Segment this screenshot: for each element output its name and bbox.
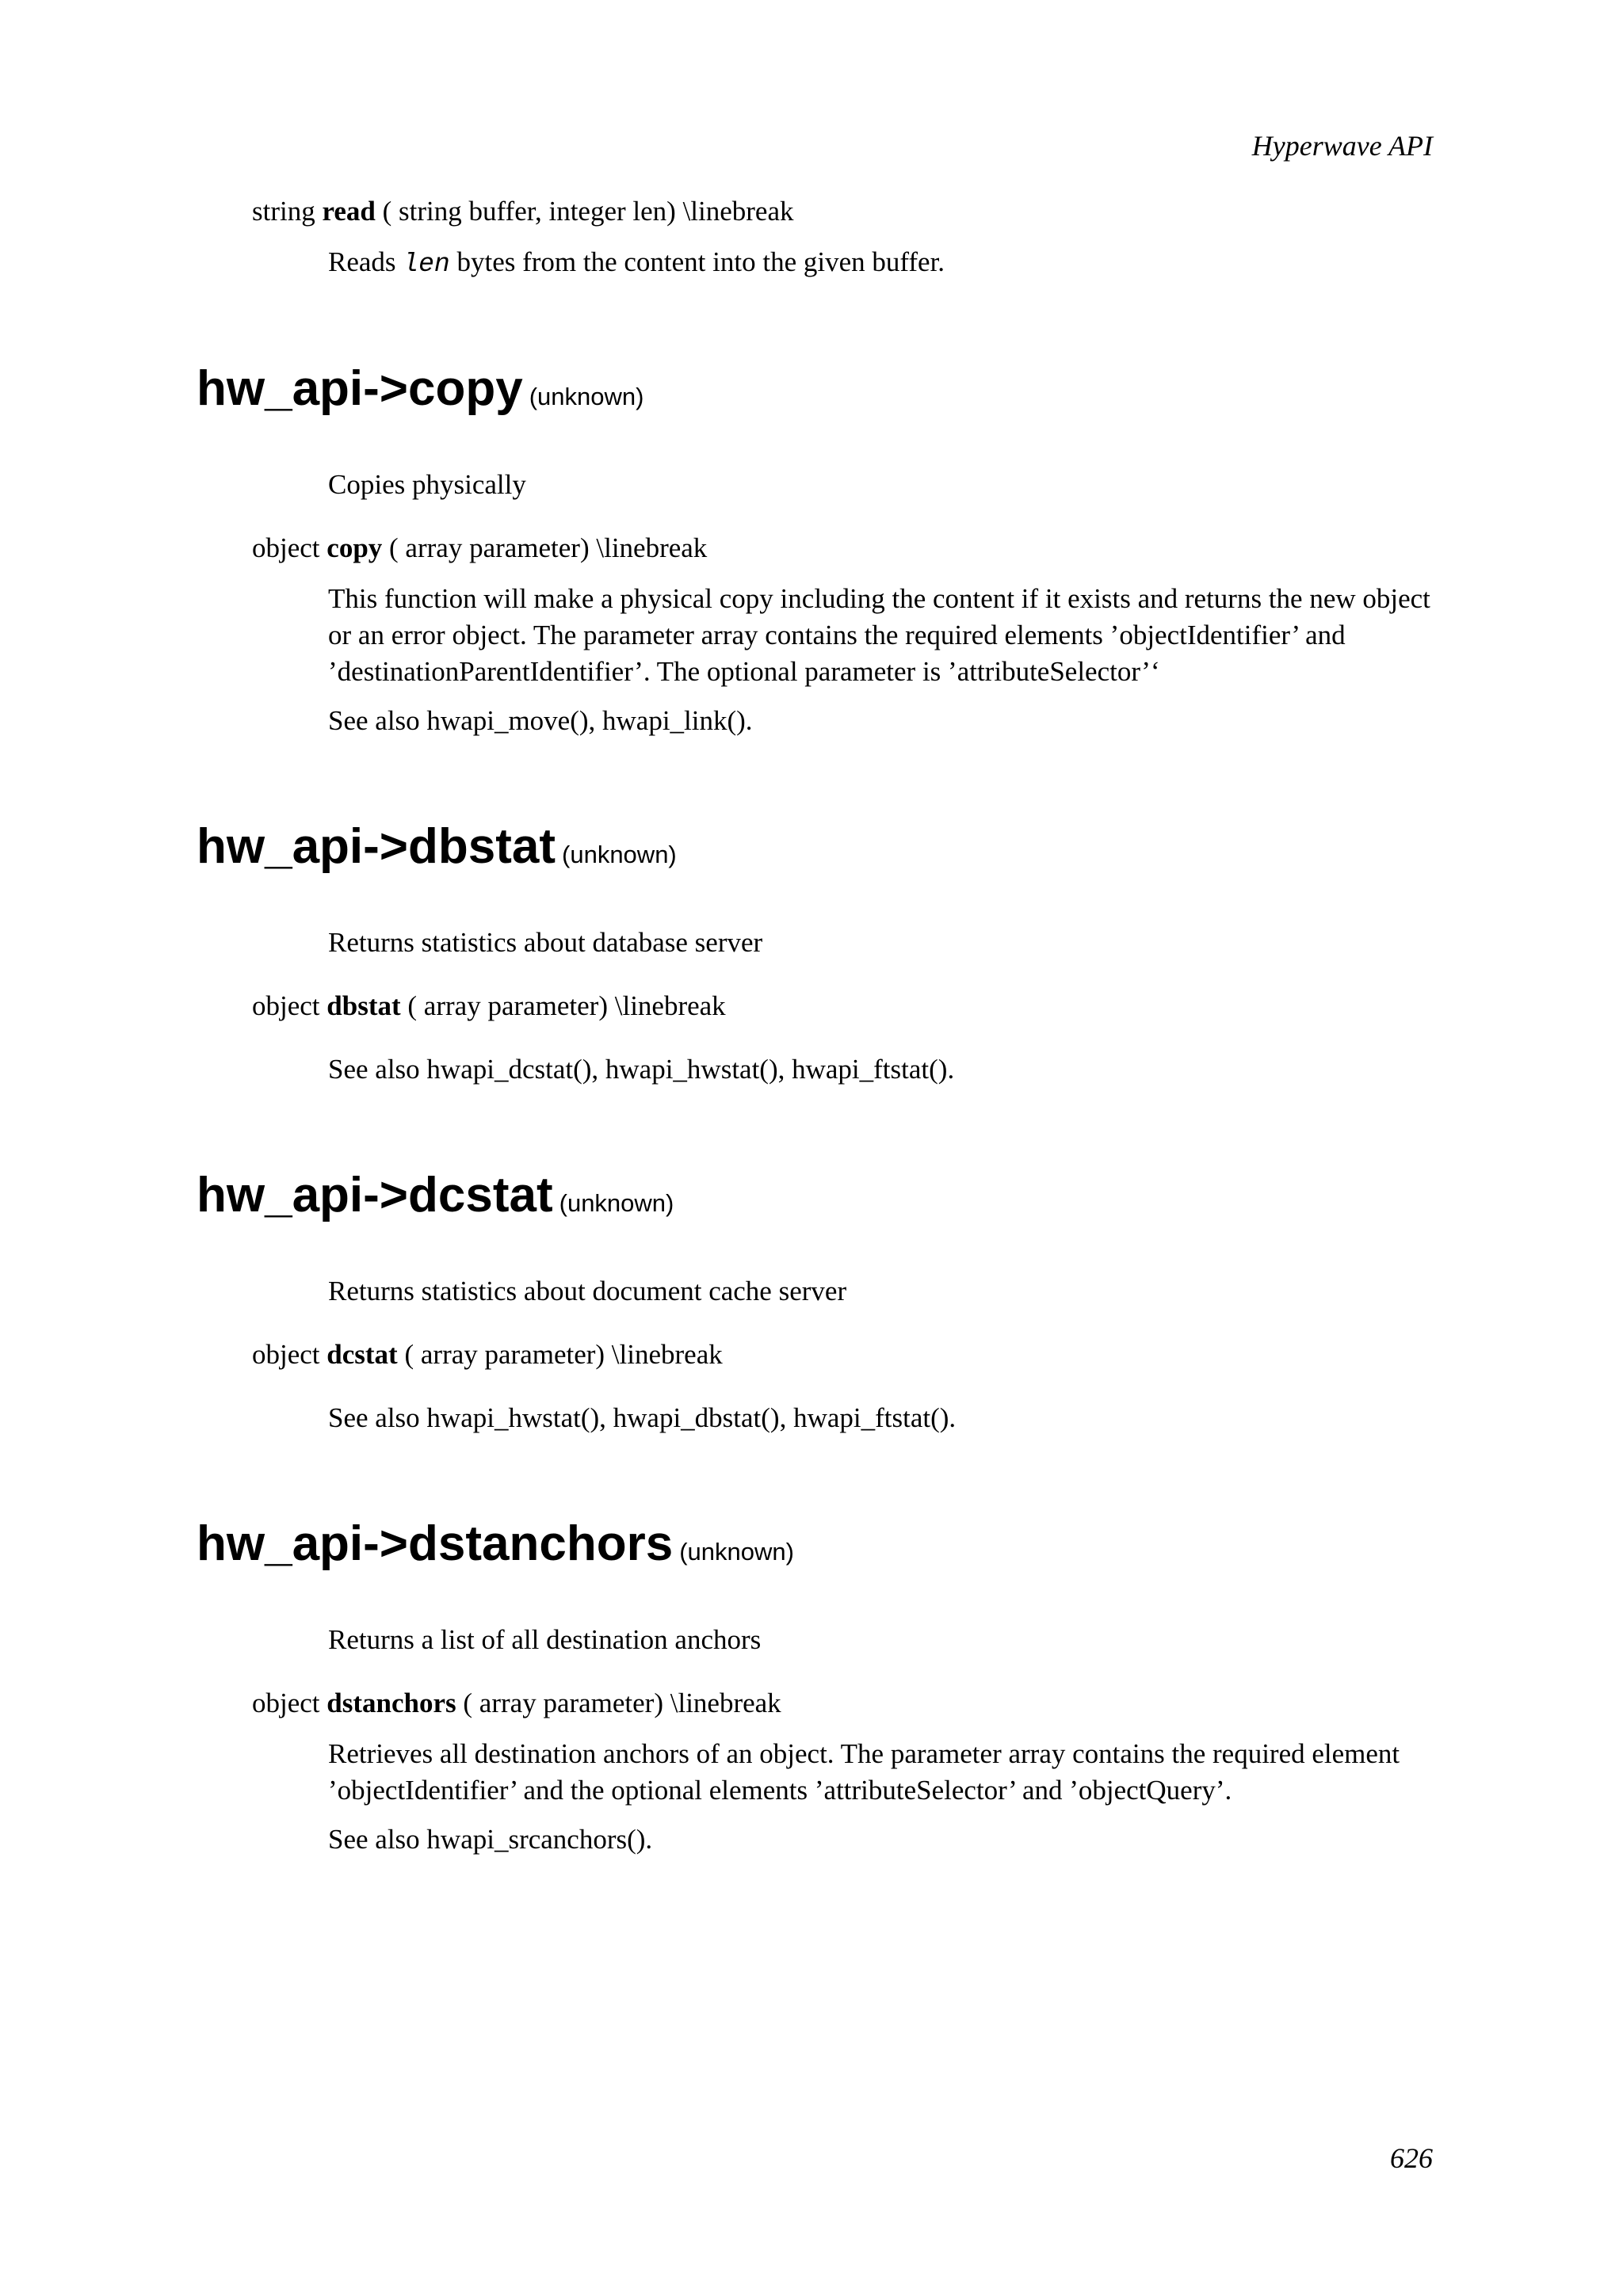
function-name: dstanchors <box>327 1688 456 1718</box>
function-signature <box>252 988 1433 1024</box>
return-type: object <box>252 1688 320 1718</box>
function-title: hw_api->dstanchors <box>197 1516 674 1571</box>
function-signature <box>252 1337 1433 1373</box>
section-heading <box>197 1165 1433 1234</box>
status-label: (unknown) <box>562 841 677 868</box>
status-label: (unknown) <box>529 383 644 410</box>
function-section-dcstat <box>197 1165 1433 1436</box>
function-params: ( array parameter) \linebreak <box>389 532 708 563</box>
function-params: ( string buffer, integer len) \linebreak <box>382 196 794 227</box>
section-heading <box>197 359 1433 427</box>
function-description <box>328 1400 1433 1436</box>
return-type: object <box>252 532 320 563</box>
function-description <box>328 1736 1433 1858</box>
function-name: read <box>322 196 376 227</box>
see-also: See also hwapi_dcstat(), hwapi_hwstat(), hwapi_ftstat(). <box>328 1054 955 1085</box>
function-signature <box>252 530 1433 566</box>
see-also: See also hwapi_srcanchors(). <box>328 1824 653 1855</box>
function-title: hw_api->dbstat <box>197 819 556 874</box>
see-also: See also hwapi_move(), hwapi_link(). <box>328 705 753 736</box>
code-term: len <box>403 250 450 279</box>
function-title: hw_api->dcstat <box>197 1168 553 1222</box>
section-heading <box>197 1514 1433 1582</box>
return-type: object <box>252 990 320 1021</box>
function-params: ( array parameter) \linebreak <box>407 990 726 1021</box>
function-summary: Returns statistics about database server <box>328 927 763 958</box>
function-summary: Copies physically <box>328 469 526 500</box>
function-signature-read <box>252 193 1433 230</box>
function-description <box>328 581 1433 739</box>
description-paragraph: This function will make a physical copy including the content if it exists and returns the new object or an error object. The parameter array contains the required elements ’objectIdentifier’ and ’destinationParentIdentifier’. The optional parameter is ’attributeSelector’‘ <box>328 583 1430 687</box>
function-section-dstanchors <box>197 1514 1433 1858</box>
description-paragraph: Reads len bytes from the content into the given buffer. <box>328 246 945 279</box>
function-summary: Returns a list of all destination anchors <box>328 1624 762 1655</box>
status-label: (unknown) <box>559 1189 674 1217</box>
return-type: object <box>252 1339 320 1370</box>
description-paragraph: Retrieves all destination anchors of an object. The parameter array contains the required element ’objectIdentifier’ and the optional elements ’attributeSelector’ and ’objectQuery’. <box>328 1738 1400 1806</box>
function-description <box>328 1051 1433 1088</box>
function-summary: Returns statistics about document cache server <box>328 1276 847 1306</box>
see-also: See also hwapi_hwstat(), hwapi_dbstat(), hwapi_ftstat(). <box>328 1402 957 1433</box>
function-name: dcstat <box>327 1339 398 1370</box>
function-params: ( array parameter) \linebreak <box>404 1339 723 1370</box>
function-params: ( array parameter) \linebreak <box>463 1688 781 1718</box>
function-name: dbstat <box>327 990 401 1021</box>
page-number: 626 <box>1390 2142 1433 2174</box>
return-type: string <box>252 196 315 227</box>
function-section-dbstat <box>197 817 1433 1088</box>
function-signature <box>252 1685 1433 1722</box>
function-section-copy <box>197 359 1433 739</box>
page-content <box>197 193 1433 1858</box>
function-description-read <box>328 244 1433 283</box>
section-heading <box>197 817 1433 885</box>
function-name: copy <box>327 532 383 563</box>
function-title: hw_api->copy <box>197 361 523 416</box>
running-header: Hyperwave API <box>1251 130 1433 162</box>
status-label: (unknown) <box>679 1538 794 1566</box>
